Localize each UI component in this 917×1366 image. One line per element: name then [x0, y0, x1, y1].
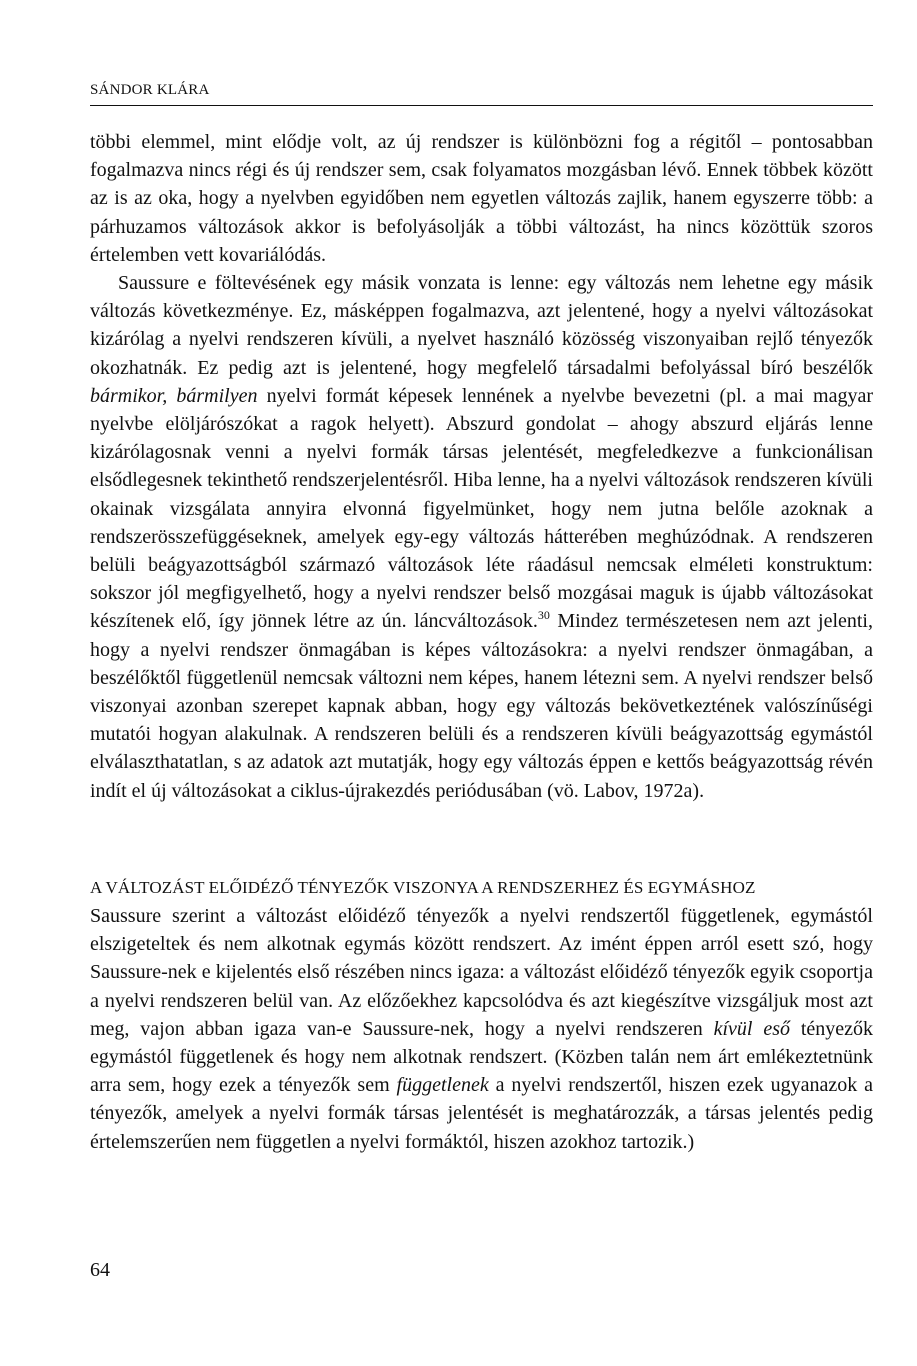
paragraph-3-segment: tényezők egymástól függetlenek és hogy nem alkotnak rendszert. (Közben talán nem árt emlékeztetnünk arra sem, hogy ezek a tényezők sem — [90, 1017, 873, 1097]
main-text — [90, 128, 873, 805]
emphasis-text: függetlenek — [396, 1074, 489, 1097]
header-rule — [90, 105, 873, 106]
paragraph-3-segment: a nyelvi rendszertől, hiszen ezek ugyanazok a tényezők, amelyek a nyelvi formák társas jelentését is meghatározzák, a társas jelentés pedig értelemszerűen nem független a nyelvi formáktól, hiszen azokhoz tartozik.) — [90, 1074, 873, 1153]
paragraph-1 — [90, 128, 873, 269]
running-head: SÁNDOR KLÁRA — [90, 82, 210, 98]
section-heading: A VÁLTOZÁST ELŐIDÉZŐ TÉNYEZŐK VISZONYA A RENDSZERHEZ ÉS EGYMÁSHOZ — [90, 878, 756, 897]
emphasis-text: kívül eső — [713, 1017, 790, 1040]
paragraph-2-segment: nyelvi formát képesek lennének a nyelvbe bevezetni (pl. a mai magyar nyelvbe elöljárószókat a ragok helyett). Abszurd gondolat – ahogy abszurd eljárás lenne kizárólagosnak venni a nyelvi formák társas jelentését, megfeledkezve a funkcionálisan elsődlegesnek tekinthető rendszerjelentésről. Hiba lenne, ha a nyelvi változások rendszeren kívüli okainak vizsgálata annyira elvonná figyelmünket, hogy nem jutna belőle azoknak a rendszerösszefüggéseknek, amelyek egy-egy változás hátterében meghúzódnak. A rendszeren belüli beágyazottságból származó változások léte ráadásul nemcsak elméleti konstruktum: sokszor jól megfigyelhető, hogy a nyelvi rendszer belső mozgásai maguk is újabb változásokat készítenek elő, így jönnek létre az ún. láncváltozások. — [90, 384, 873, 633]
paragraph-3 — [90, 902, 873, 1156]
paragraph-2-segment: Mindez természetesen nem azt jelenti, hogy a nyelvi rendszer önmagában is képes változásokra: a nyelvi rendszer önmagában, a beszélőktől függetlenül nemcsak változni nem képes, hanem létezni sem. A nyelvi rendszer belső viszonyai azonban szerepet kapnak abban, hogy egy változás bekövetkeztének valószínűségi mutatói hogyan alakulnak. A rendszeren belüli és a rendszeren kívüli beágyazottság egymástól elválaszthatatlan, s az adatok azt mutatják, hogy egy változás éppen e kettős beágyazottság révén indít el új változásokat a ciklus-újrakezdés periódusában (vö. Labov, 1972a). — [90, 610, 873, 802]
section — [90, 874, 873, 1156]
paragraph-2-segment: Saussure e föltevésének egy másik vonzata is lenne: egy változás nem lehetne egy másik változás következménye. Ez, másképpen fogalmazva, azt jelentené, hogy a nyelvi változásokat kizárólag a nyelvi rendszeren kívüli, a nyelvet használó közösség viszonyaiban rejlő tényezők okozhatnák. Ez pedig azt is jelentené, hogy megfelelő társadalmi befolyással bíró beszélők — [90, 272, 873, 379]
paragraph-1-segment: többi elemmel, mint elődje volt, az új rendszer is különbözni fog a régitől – pontosabban fogalmazva nincs régi és új rendszer sem, csak folyamatos mozgásban lévő. Ennek többek között az is az oka, hogy a nyelvben egyidőben nem egyetlen változás zajlik, hanem egyszerre több: a párhuzamos változások akkor is befolyásolják a többi változást, ha nincs közöttük szoros értelemben vett kovariálódás. — [90, 131, 873, 266]
paragraph-2 — [90, 269, 873, 805]
footnote-reference[interactable]: 30 — [537, 608, 550, 623]
emphasis-text: bármikor, bármilyen — [90, 384, 258, 407]
page-number: 64 — [90, 1259, 110, 1281]
paragraph-3-segment: Saussure szerint a változást előidéző tényezők a nyelvi rendszertől függetlenek, egymástól elszigeteltek és nem alkotnak egymás között rendszert. Az imént éppen arról esett szó, hogy Saussure-nek e kijelentés első részében nincs igaza: a változást előidéző tényezők egyik csoportja a nyelvi rendszeren belül van. Az előzőekhez kapcsolódva és azt kiegészítve vizsgáljuk most azt meg, vajon abban igaza van-e Saussure-nek, hogy a nyelvi rendszeren — [90, 905, 873, 1040]
